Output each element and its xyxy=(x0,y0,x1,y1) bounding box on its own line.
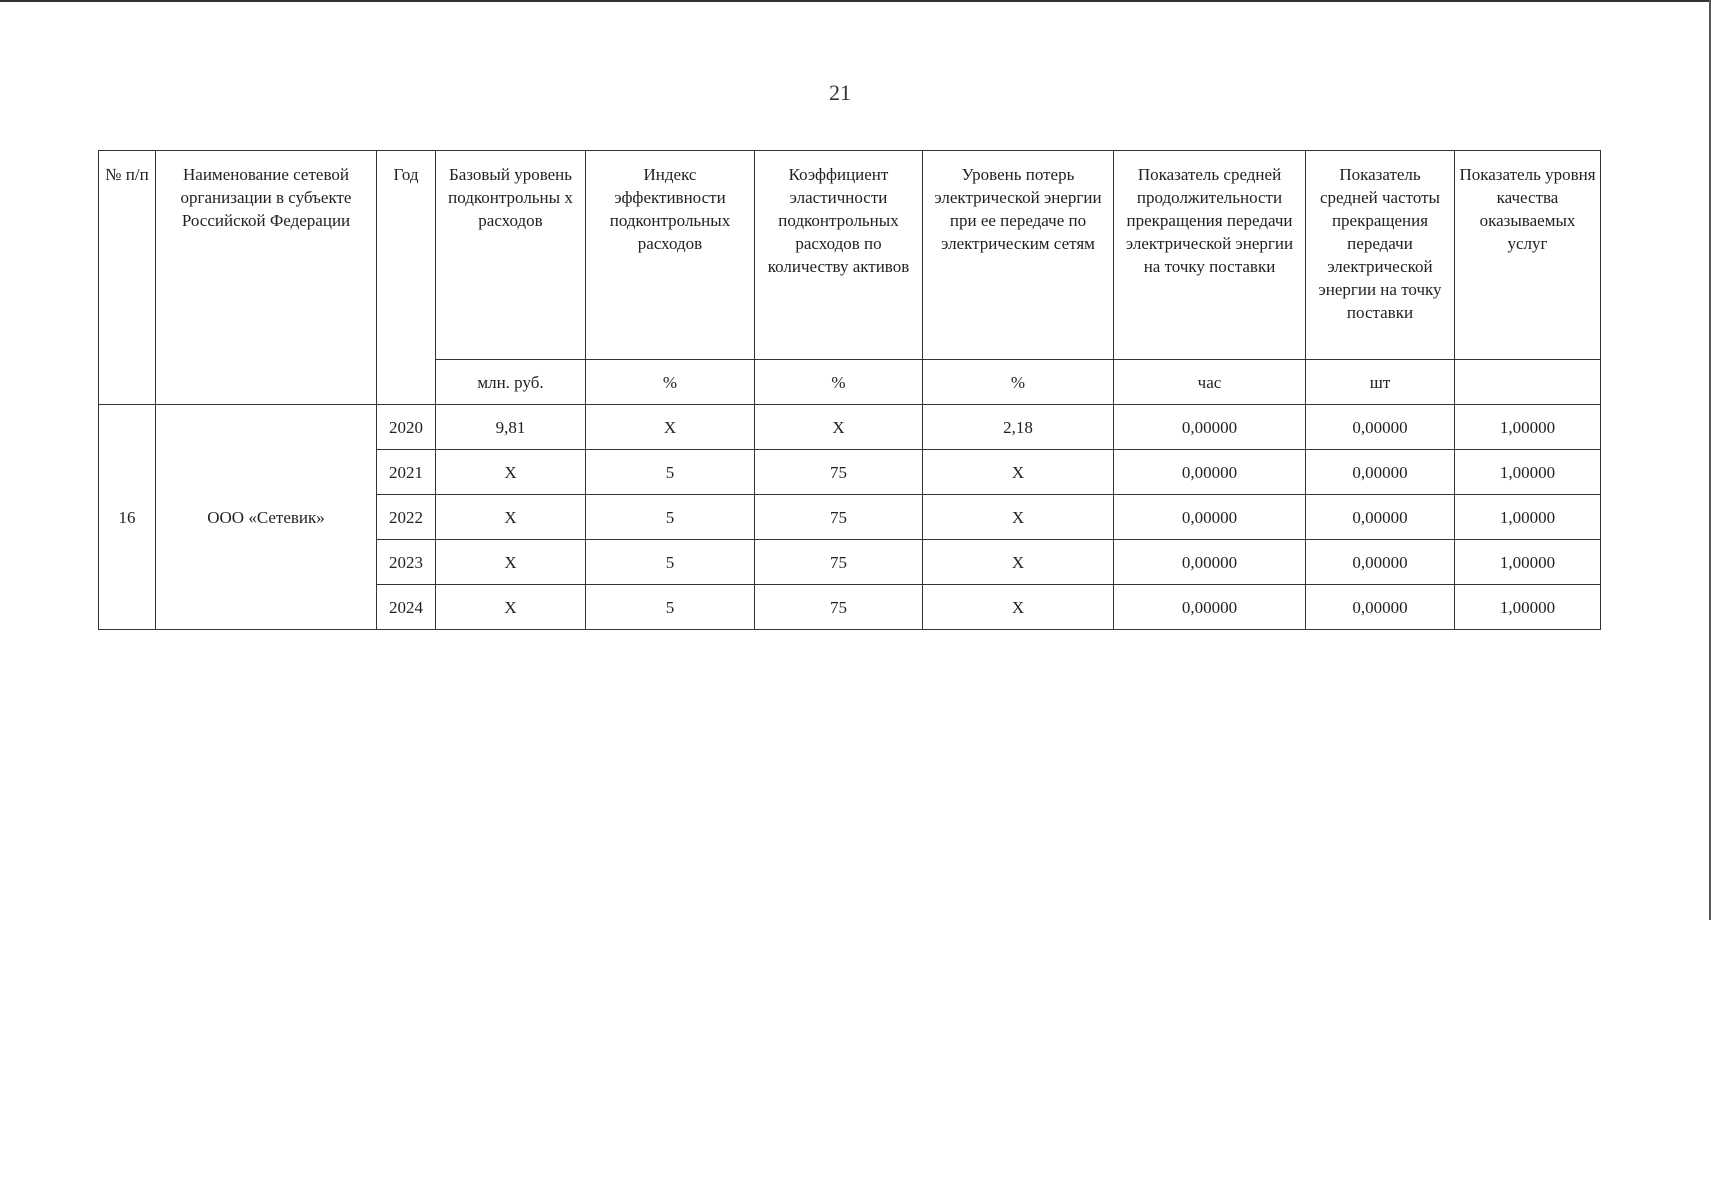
table-cell: 9,81 xyxy=(436,405,586,450)
table-cell: 0,00000 xyxy=(1306,450,1455,495)
table-cell: X xyxy=(436,450,586,495)
table-cell: X xyxy=(755,405,923,450)
table-cell: X xyxy=(436,495,586,540)
header-cell-organization: Наименование сетевой организации в субъекте Российской Федерации xyxy=(156,151,377,405)
unit-cell: час xyxy=(1114,360,1306,405)
table-cell: 0,00000 xyxy=(1114,450,1306,495)
table-cell: 1,00000 xyxy=(1455,495,1601,540)
header-cell-outage-frequency: Показатель средней частоты прекращения передачи электрической энергии на точку поставки xyxy=(1306,151,1455,360)
table-cell: 75 xyxy=(755,540,923,585)
header-cell-efficiency-index: Индекс эффективности подконтрольных расходов xyxy=(586,151,755,360)
header-row xyxy=(99,151,1601,360)
table-cell: 0,00000 xyxy=(1306,405,1455,450)
unit-cell: % xyxy=(755,360,923,405)
header-cell-base-costs: Базовый уровень подконтрольны х расходов xyxy=(436,151,586,360)
scan-edge-top xyxy=(0,0,1711,2)
table-cell: X xyxy=(436,585,586,630)
tariff-table xyxy=(98,150,1601,630)
table-cell: 0,00000 xyxy=(1114,585,1306,630)
unit-cell xyxy=(1455,360,1601,405)
table-cell: 0,00000 xyxy=(1114,540,1306,585)
table-cell: 1,00000 xyxy=(1455,450,1601,495)
header-cell-service-quality: Показатель уровня качества оказываемых услуг xyxy=(1455,151,1601,360)
year-cell: 2024 xyxy=(377,585,436,630)
table-cell: 0,00000 xyxy=(1114,495,1306,540)
table-cell: 5 xyxy=(586,540,755,585)
year-cell: 2020 xyxy=(377,405,436,450)
header-cell-energy-losses: Уровень потерь электрической энергии при ее передаче по электрическим сетям xyxy=(923,151,1114,360)
year-cell: 2021 xyxy=(377,450,436,495)
table-cell: X xyxy=(586,405,755,450)
table-cell: 5 xyxy=(586,585,755,630)
organization-name-cell: ООО «Сетевик» xyxy=(156,405,377,630)
unit-cell: шт xyxy=(1306,360,1455,405)
table-row xyxy=(99,405,1601,450)
table-cell: 1,00000 xyxy=(1455,405,1601,450)
header-cell-elasticity-coefficient: Коэффициент эластичности подконтрольных расходов по количеству активов xyxy=(755,151,923,360)
table-cell: X xyxy=(923,495,1114,540)
year-cell: 2023 xyxy=(377,540,436,585)
table-cell: 1,00000 xyxy=(1455,540,1601,585)
unit-cell: % xyxy=(586,360,755,405)
header-cell-outage-duration: Показатель средней продолжительности прекращения передачи электрической энергии на точку поставки xyxy=(1114,151,1306,360)
table-cell: X xyxy=(923,540,1114,585)
table-cell: X xyxy=(436,540,586,585)
year-cell: 2022 xyxy=(377,495,436,540)
table-cell: 75 xyxy=(755,495,923,540)
table-cell: X xyxy=(923,585,1114,630)
table-cell: 0,00000 xyxy=(1306,585,1455,630)
table-cell: 0,00000 xyxy=(1306,495,1455,540)
table-cell: 0,00000 xyxy=(1114,405,1306,450)
header-cell-number: № п/п xyxy=(99,151,156,405)
table-cell: 5 xyxy=(586,450,755,495)
table-cell: 75 xyxy=(755,585,923,630)
unit-cell: млн. руб. xyxy=(436,360,586,405)
table-cell: 5 xyxy=(586,495,755,540)
table-cell: 2,18 xyxy=(923,405,1114,450)
row-number-cell: 16 xyxy=(99,405,156,630)
page-number: 21 xyxy=(829,80,851,105)
unit-cell: % xyxy=(923,360,1114,405)
table-cell: 1,00000 xyxy=(1455,585,1601,630)
table-cell: X xyxy=(923,450,1114,495)
header-cell-year: Год xyxy=(377,151,436,405)
table-cell: 75 xyxy=(755,450,923,495)
table-cell: 0,00000 xyxy=(1306,540,1455,585)
